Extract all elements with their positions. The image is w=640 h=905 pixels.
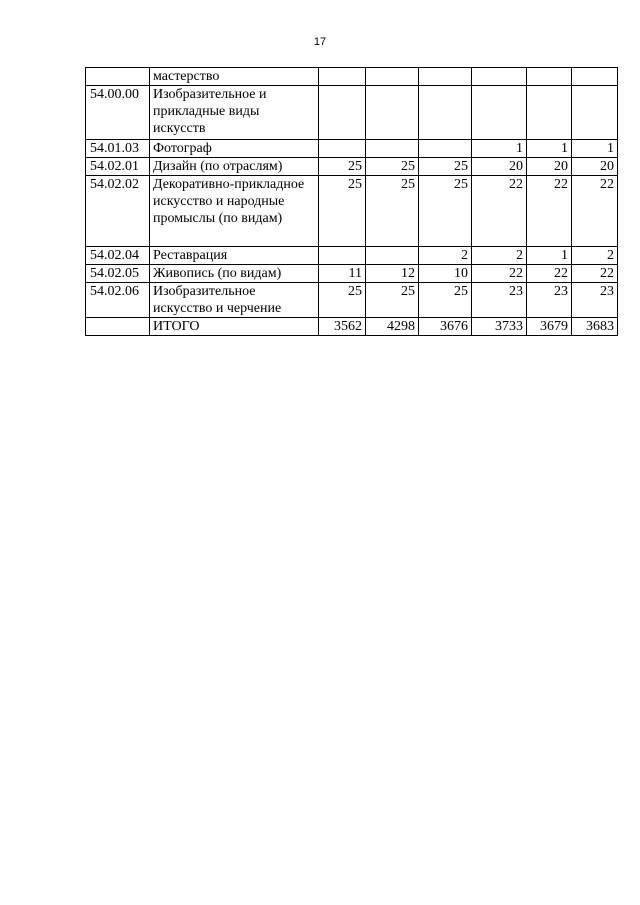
row-name: Фотограф [150, 140, 319, 158]
value-cell: 12 [366, 265, 419, 283]
value-cell [319, 247, 366, 265]
value-cell: 1 [472, 140, 527, 158]
value-cell: 20 [572, 158, 618, 176]
value-cell: 20 [472, 158, 527, 176]
value-cell [419, 86, 472, 140]
table-row [86, 158, 618, 176]
row-code: 54.01.03 [86, 140, 150, 158]
value-cell: 11 [319, 265, 366, 283]
row-code: 54.02.01 [86, 158, 150, 176]
value-cell: 25 [366, 283, 419, 318]
value-cell: 10 [419, 265, 472, 283]
value-cell: 23 [527, 283, 572, 318]
value-cell [419, 68, 472, 86]
row-name: мастерство [150, 68, 319, 86]
table-row [86, 247, 618, 265]
value-cell [472, 86, 527, 140]
value-cell [572, 86, 618, 140]
value-cell: 1 [527, 247, 572, 265]
total-value: 3562 [319, 318, 366, 336]
value-cell: 22 [472, 176, 527, 247]
value-cell: 22 [572, 265, 618, 283]
value-cell: 22 [572, 176, 618, 247]
row-code: 54.02.02 [86, 176, 150, 247]
row-name: Дизайн (по отраслям) [150, 158, 319, 176]
row-code: 54.02.05 [86, 265, 150, 283]
value-cell [419, 140, 472, 158]
row-code [86, 318, 150, 336]
value-cell [319, 140, 366, 158]
value-cell [527, 86, 572, 140]
total-value: 3679 [527, 318, 572, 336]
value-cell: 22 [472, 265, 527, 283]
value-cell: 25 [419, 283, 472, 318]
table-row [86, 283, 618, 318]
row-name: Живопись (по видам) [150, 265, 319, 283]
total-value: 3676 [419, 318, 472, 336]
value-cell: 25 [419, 176, 472, 247]
value-cell: 2 [572, 247, 618, 265]
row-name: Изобразительное и прикладные виды искусств [150, 86, 319, 140]
value-cell: 2 [472, 247, 527, 265]
row-name: Изобразительное искусство и черчение [150, 283, 319, 318]
value-cell: 20 [527, 158, 572, 176]
total-value: 3683 [572, 318, 618, 336]
value-cell [366, 86, 419, 140]
total-value: 3733 [472, 318, 527, 336]
value-cell: 25 [366, 176, 419, 247]
row-code: 54.00.00 [86, 86, 150, 140]
row-code: 54.02.06 [86, 283, 150, 318]
table-row [86, 140, 618, 158]
page-number: 17 [313, 36, 327, 48]
row-name: Декоративно-прикладное искусство и народные промыслы (по видам) [150, 176, 319, 247]
value-cell: 23 [472, 283, 527, 318]
value-cell [366, 68, 419, 86]
value-cell [319, 68, 366, 86]
value-cell [366, 140, 419, 158]
table-row [86, 176, 618, 247]
value-cell: 1 [572, 140, 618, 158]
value-cell: 25 [319, 158, 366, 176]
total-row [86, 318, 618, 336]
value-cell: 22 [527, 265, 572, 283]
total-value: 4298 [366, 318, 419, 336]
value-cell [366, 247, 419, 265]
total-label: ИТОГО [150, 318, 319, 336]
value-cell: 1 [527, 140, 572, 158]
value-cell [472, 68, 527, 86]
value-cell: 25 [319, 283, 366, 318]
value-cell [572, 68, 618, 86]
data-table [85, 67, 618, 336]
table-row [86, 265, 618, 283]
value-cell: 25 [319, 176, 366, 247]
row-code: 54.02.04 [86, 247, 150, 265]
row-name: Реставрация [150, 247, 319, 265]
value-cell [319, 86, 366, 140]
value-cell: 22 [527, 176, 572, 247]
value-cell: 25 [366, 158, 419, 176]
row-code [86, 68, 150, 86]
table-row [86, 86, 618, 140]
table-row [86, 68, 618, 86]
value-cell [527, 68, 572, 86]
value-cell: 2 [419, 247, 472, 265]
value-cell: 23 [572, 283, 618, 318]
value-cell: 25 [419, 158, 472, 176]
